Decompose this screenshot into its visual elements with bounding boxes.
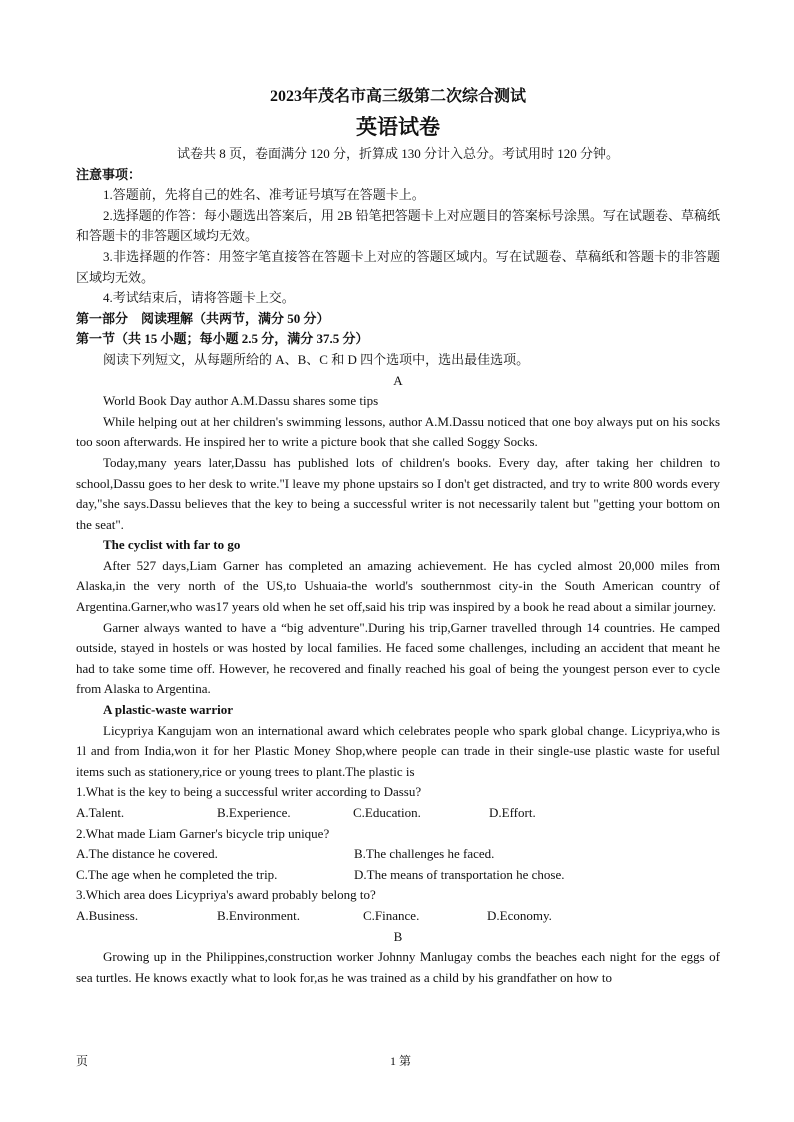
passage-intro: World Book Day author A.M.Dassu shares some tips <box>103 393 379 409</box>
passage-paragraph: Today,many years later,Dassu has published lots of children's books. Every day, after taking her children to school,Dassu goes to her desk to write."I leave my phone upstairs so I don't get distracted, and try to write 800 words every day,"she says.Dassu believes that the key to being a successful writer is not necessarily talent but "getting your bottom on the seat". <box>76 454 720 532</box>
section-heading: 第一节（共 15 小题；每小题 2.5 分，满分 37.5 分） <box>76 331 369 347</box>
option-b: B.Experience. <box>217 805 291 820</box>
question-options <box>76 906 720 927</box>
option-c: C.Finance. <box>363 907 420 923</box>
question-options <box>76 803 720 824</box>
option-b: B.Environment. <box>217 907 301 923</box>
passage-label: B <box>393 928 403 944</box>
passage-paragraph: Garner always wanted to have a “big adventure".During his trip,Garner travelled through 14 countries. He camped outside, stayed in hostels or was hosted by local families. He faced some challenges, including an accident that meant he had to take some time off. However, he recovered and finally reached his goal of being the youngest person ever to cycle from Alaska to Argentina. <box>76 619 720 697</box>
exam-page <box>76 84 720 988</box>
option-a: A.Talent. <box>76 805 125 820</box>
option-a: A.The distance he covered. <box>76 846 218 862</box>
option-d: D.Economy. <box>487 907 552 923</box>
option-c: C.The age when he completed the trip. <box>76 866 278 882</box>
option-d: D.Effort. <box>489 805 536 820</box>
option-b: B.The challenges he faced. <box>354 846 495 862</box>
question-options <box>76 865 720 886</box>
passage-subheading: A plastic-waste warrior <box>103 702 233 718</box>
question-stem: 2.What made Liam Garner's bicycle trip unique? <box>76 825 330 841</box>
notice-item: 1.答题前，先将自己的姓名、准考证号填写在答题卡上。 <box>103 187 425 203</box>
question-options <box>76 844 720 865</box>
notice-item: 3.非选择题的作答：用签字笔直接答在答题卡上对应的答题区域内。写在试题卷、草稿纸和答题卡的非答题区域均无效。 <box>76 248 720 285</box>
passage-paragraph: After 527 days,Liam Garner has completed an amazing achievement. He has cycled almost 20,000 miles from Alaska,in the very north of the US,to Ushuaia-the world's southernmost city-in the South American country of Argentina.Garner,who was17 years old when he set off,said his trip was inspired by a book he read about a similar journey. <box>76 557 720 615</box>
question-stem: 3.Which area does Licypriya's award probably belong to? <box>76 887 376 903</box>
section-instruction: 阅读下列短文，从每题所给的 A、B、C 和 D 四个选项中，选出最佳选项。 <box>103 351 530 367</box>
passage-label: A <box>393 372 403 388</box>
question-stem: 1.What is the key to being a successful writer according to Dassu? <box>76 784 422 800</box>
passage-paragraph: Licypriya Kangujam won an international award which celebrates people who spark global change. Licypriya,who is 1l and from India,won it for her Plastic Money Shop,where people can trade in their single-use plastic waste for useful items such as stationery,rice or young trees to plant.The plastic is <box>76 722 720 779</box>
passage-paragraph: While helping out at her children's swimming lessons, author A.M.Dassu noticed that one boy always put on his socks too soon afterwards. He inspired her to write a picture book that she called Soggy Socks. <box>76 413 720 450</box>
exam-info: 试卷共 8 页，卷面满分 120 分，折算成 130 分计入总分。考试用时 120 分钟。 <box>176 146 619 161</box>
option-a: A.Business. <box>76 907 139 923</box>
footer-left: 页 <box>76 1054 89 1068</box>
part-heading: 第一部分 阅读理解（共两节，满分 50 分） <box>76 310 330 326</box>
passage-subheading: The cyclist with far to go <box>103 537 241 553</box>
page-number: 1 第 <box>390 1054 412 1068</box>
exam-subtitle: 英语试卷 <box>356 115 440 139</box>
passage-paragraph: Growing up in the Philippines,construction worker Johnny Manlugay combs the beaches each night for the eggs of sea turtles. He knows exactly what to look for,as he was trained as a child by his grandfather on how to <box>76 949 720 985</box>
notice-item: 4.考试结束后，请将答题卡上交。 <box>103 290 295 306</box>
notice-heading: 注意事项： <box>76 166 142 182</box>
notice-item: 2.选择题的作答：每小题选出答案后，用 2B 铅笔把答题卡上对应题目的答案标号涂黑。写在试题卷、草稿纸和答题卡的非答题区域均无效。 <box>76 207 720 244</box>
option-d: D.The means of transportation he chose. <box>354 866 565 882</box>
option-c: C.Education. <box>353 805 421 820</box>
exam-title: 2023年茂名市高三级第二次综合测试 <box>269 88 526 105</box>
